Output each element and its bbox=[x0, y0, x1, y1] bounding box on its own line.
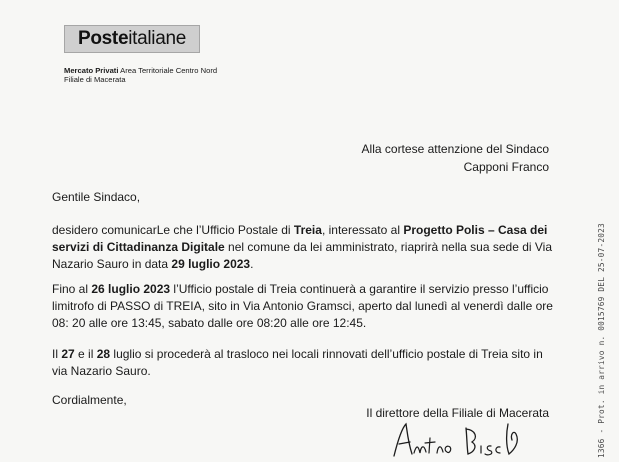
p3-text-1: Il bbox=[52, 347, 62, 361]
p3-bold-28: 28 bbox=[96, 347, 111, 361]
closing: Cordialmente, bbox=[52, 393, 127, 407]
p1-text-3: nel comune da lei amministrato, riaprirà nella sua sede di Via Nazario Sauro in data bbox=[52, 240, 552, 271]
logo-brand-light: italiane bbox=[128, 28, 187, 49]
p1-bold-date: 29 luglio 2023 bbox=[171, 257, 251, 271]
poste-italiane-logo bbox=[64, 25, 200, 53]
sender-block bbox=[64, 66, 217, 84]
p1-bold-project: Progetto Polis – Casa dei servizi di Cittadinanza Digitale bbox=[52, 223, 548, 254]
recipient-line-2: Capponi Franco bbox=[463, 160, 549, 174]
p1-text-2: , interessato al bbox=[321, 223, 404, 237]
paragraph-announcement bbox=[52, 222, 558, 273]
p2-text-1: Fino al bbox=[52, 282, 92, 296]
p2-bold-date: 26 luglio 2023 bbox=[91, 282, 171, 296]
p3-text-3: luglio si procederà al trasloco nei locali rinnovati dell’ufficio postale di Treia sito in via Nazario Sauro. bbox=[52, 347, 543, 378]
signature-title: Il direttore della Filiale di Macerata bbox=[366, 406, 549, 420]
handwritten-signature bbox=[388, 420, 528, 460]
paragraph-relocation bbox=[52, 346, 558, 380]
sender-line-2: Filiale di Macerata bbox=[64, 75, 126, 84]
recipient-line-1: Alla cortese attenzione del Sindaco bbox=[361, 142, 549, 156]
p1-text-1: desidero comunicarLe che l’Ufficio Postale di bbox=[52, 223, 294, 237]
p2-text-2: l’Ufficio postale di Treia continuerà a garantire il servizio presso l’ufficio limitrofo di PASSO di TREIA, sito in Via Antonio Gramsci, aperto dal lunedì al venerdì dalle ore 08: 20 alle ore 13:45, sabato dalle ore 08:20 alle ore 12:45. bbox=[52, 282, 553, 330]
p3-text-2: e il bbox=[74, 347, 97, 361]
greeting: Gentile Sindaco, bbox=[52, 190, 141, 204]
logo-brand-bold: Poste bbox=[77, 28, 129, 49]
p1-bold-treia: Treia bbox=[293, 223, 322, 237]
recipient-block bbox=[362, 140, 549, 176]
p1-text-4: . bbox=[250, 257, 254, 271]
paragraph-interim-service bbox=[52, 281, 558, 332]
sender-area: Area Territoriale Centro Nord bbox=[118, 66, 218, 75]
sender-line-1 bbox=[64, 66, 217, 75]
protocol-stamp: 1366 - Prot. in arrivo n. 0015769 DEL 25-07-2023 bbox=[597, 223, 606, 458]
p3-bold-27: 27 bbox=[61, 347, 75, 361]
sender-division: Mercato Privati bbox=[64, 66, 119, 75]
